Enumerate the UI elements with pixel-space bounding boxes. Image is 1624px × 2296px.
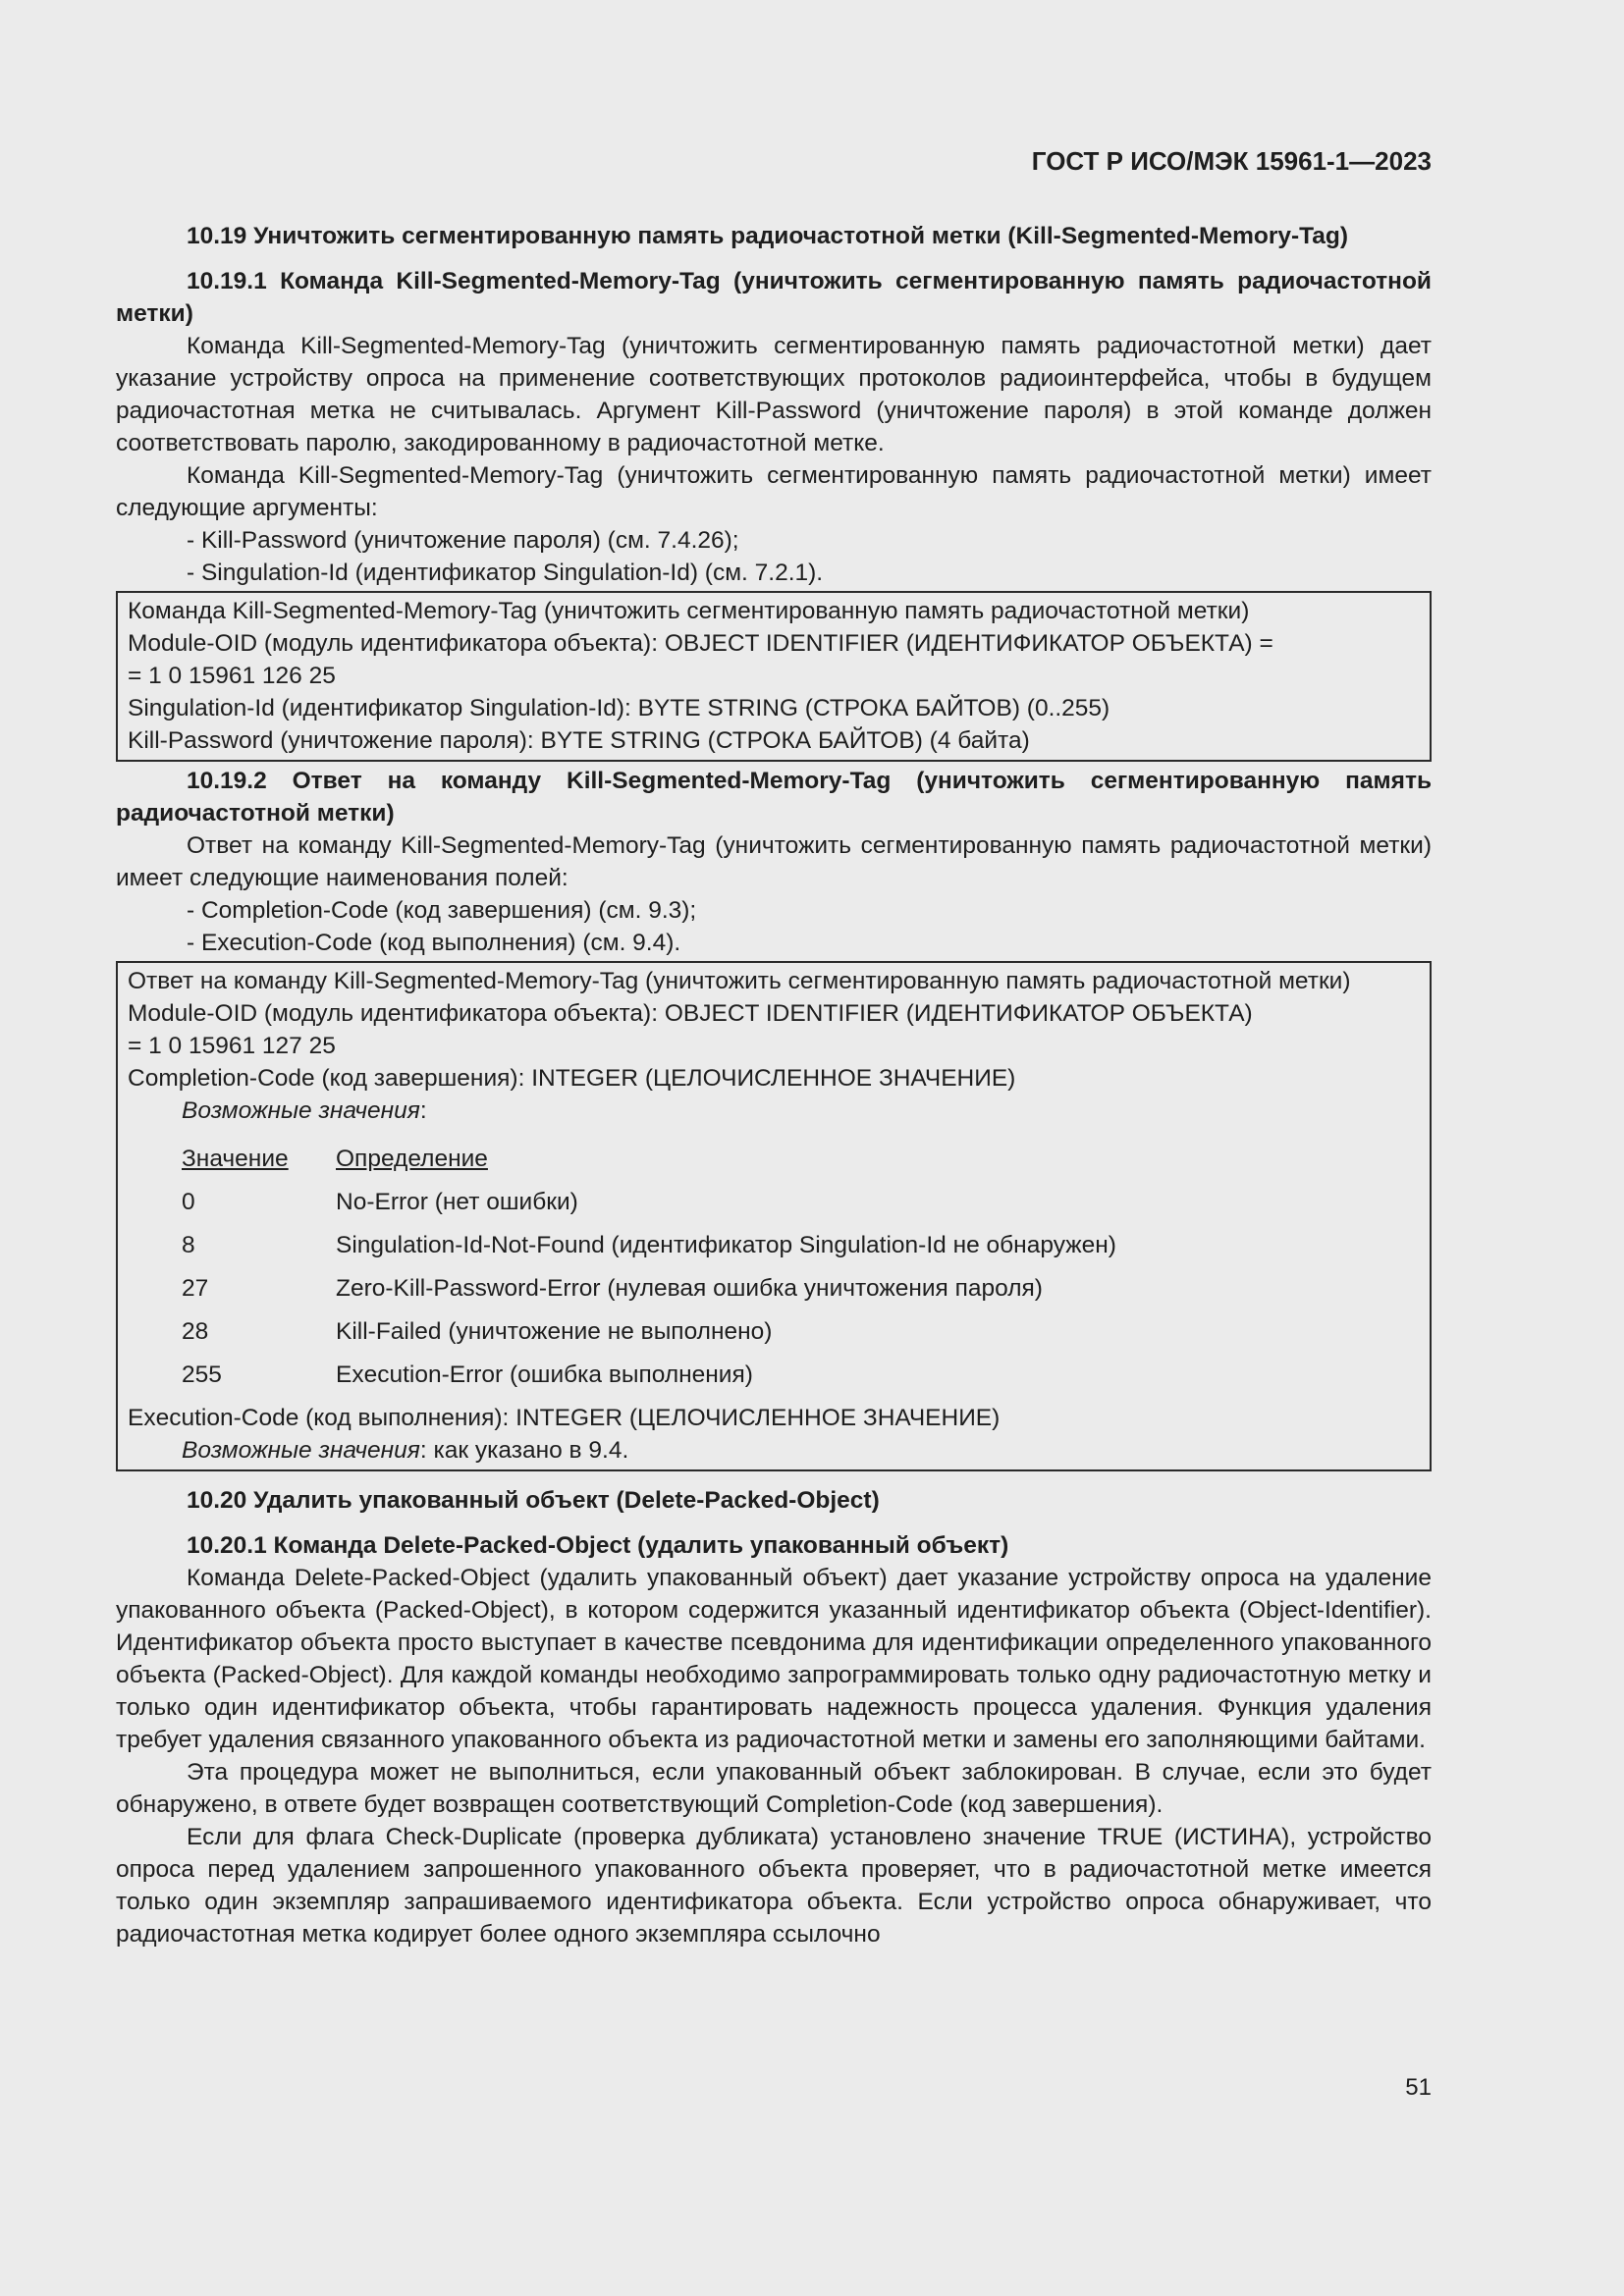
box-line: Module-OID (модуль идентификатора объекта): OBJECT IDENTIFIER (ИДЕНТИФИКАТОР ОБЪЕКТА) = (128, 630, 1273, 657)
section-10-19-2-heading: 10.19.2 Ответ на команду Kill-Segmented-Memory-Tag (уничтожить сегментированную память радиочастотной метки) (116, 768, 1432, 827)
box-line: Completion-Code (код завершения): INTEGER (ЦЕЛОЧИСЛЕННОЕ ЗНАЧЕНИЕ) (128, 1065, 1016, 1092)
possible-values-label: Возможные значения: (182, 1097, 427, 1124)
section-10-19-heading: 10.19 Уничтожить сегментированную память радиочастотной метки (Kill-Segmented-Memory-Tag) (187, 223, 1349, 249)
code-value: 0 (182, 1188, 195, 1215)
paragraph: Ответ на команду Kill-Segmented-Memory-Tag (уничтожить сегментированную память радиочастотной метки) имеет следующие наименования полей: (116, 832, 1432, 891)
code-value: 28 (182, 1317, 209, 1345)
code-definition: No-Error (нет ошибки) (336, 1188, 578, 1215)
table-row (182, 1223, 1116, 1266)
document-body (116, 220, 1432, 1950)
code-definition: Kill-Failed (уничтожение не выполнено) (336, 1317, 773, 1345)
code-value: 8 (182, 1231, 195, 1258)
list-item: - Singulation-Id (идентификатор Singulation-Id) (см. 7.2.1). (187, 560, 824, 586)
response-definition-box (116, 961, 1432, 1471)
section-10-20-heading: 10.20 Удалить упакованный объект (Delete-Packed-Object) (187, 1487, 880, 1514)
code-definition: Singulation-Id-Not-Found (идентификатор Singulation-Id не обнаружен) (336, 1231, 1116, 1258)
list-item: - Kill-Password (уничтожение пароля) (см. 7.4.26); (187, 527, 739, 554)
code-definition: Execution-Error (ошибка выполнения) (336, 1361, 753, 1388)
box-line: Команда Kill-Segmented-Memory-Tag (уничтожить сегментированную память радиочастотной метки) (128, 598, 1250, 624)
box-line: Ответ на команду Kill-Segmented-Memory-Tag (уничтожить сегментированную память радиочастотной метки) (128, 968, 1351, 994)
paragraph: Команда Kill-Segmented-Memory-Tag (уничтожить сегментированную память радиочастотной метки) имеет следующие аргументы: (116, 462, 1432, 521)
page-number: 51 (1405, 2074, 1432, 2101)
page-header-standard: ГОСТ Р ИСО/МЭК 15961-1—2023 (1031, 146, 1432, 176)
paragraph: Если для флага Check-Duplicate (проверка дубликата) установлено значение TRUE (ИСТИНА), устройство опроса перед удалением запрошенного упакованного объекта проверяет, что в радиочастотной метке имеется только один экземпляр запрашиваемого идентификатора объекта. Если устройство опроса обнаруживает, что радиочастотная метка кодирует более одного экземпляра ссылочно (116, 1824, 1432, 1948)
code-definition: Zero-Kill-Password-Error (нулевая ошибка уничтожения пароля) (336, 1274, 1043, 1302)
box-line: Module-OID (модуль идентификатора объекта): OBJECT IDENTIFIER (ИДЕНТИФИКАТОР ОБЪЕКТА) (128, 1000, 1253, 1027)
table-row (182, 1266, 1116, 1309)
completion-code-table (182, 1137, 1116, 1396)
possible-values-note: Возможные значения: как указано в 9.4. (182, 1437, 629, 1464)
table-header-definition: Определение (336, 1145, 488, 1172)
command-definition-box (116, 591, 1432, 762)
table-row (182, 1180, 1116, 1223)
box-line: = 1 0 15961 126 25 (128, 663, 336, 689)
box-line: Execution-Code (код выполнения): INTEGER (ЦЕЛОЧИСЛЕННОЕ ЗНАЧЕНИЕ) (128, 1405, 1001, 1431)
table-row (182, 1353, 1116, 1396)
table-row (182, 1309, 1116, 1353)
table-header-row (182, 1137, 1116, 1180)
section-10-19-1-heading: 10.19.1 Команда Kill-Segmented-Memory-Tag (уничтожить сегментированную память радиочастотной метки) (116, 268, 1432, 327)
table-header-value: Значение (182, 1145, 289, 1172)
code-value: 27 (182, 1274, 209, 1302)
paragraph: Эта процедура может не выполниться, если упакованный объект заблокирован. В случае, если это будет обнаружено, в ответе будет возвращен соответствующий Completion-Code (код завершения). (116, 1759, 1432, 1818)
list-item: - Completion-Code (код завершения) (см. 9.3); (187, 897, 697, 924)
list-item: - Execution-Code (код выполнения) (см. 9.4). (187, 930, 681, 956)
box-line: Singulation-Id (идентификатор Singulation-Id): BYTE STRING (СТРОКА БАЙТОВ) (0..255) (128, 695, 1110, 721)
box-line: Kill-Password (уничтожение пароля): BYTE STRING (СТРОКА БАЙТОВ) (4 байта) (128, 727, 1030, 754)
paragraph: Команда Kill-Segmented-Memory-Tag (уничтожить сегментированную память радиочастотной метки) дает указание устройству опроса на применение соответствующих протоколов радиоинтерфейса, чтобы в будущем радиочастотная метка не считывалась. Аргумент Kill-Password (уничтожение пароля) в этой команде должен соответствовать паролю, закодированному в радиочастотной метке. (116, 333, 1432, 456)
paragraph: Команда Delete-Packed-Object (удалить упакованный объект) дает указание устройству опроса на удаление упакованного объекта (Packed-Object), в котором содержится указанный идентификатор объекта (Object-Identifier). Идентификатор объекта просто выступает в качестве псевдонима для идентификации определенного упакованного объекта (Packed-Object). Для каждой команды необходимо запрограммировать только одну радиочастотную метку и только один идентификатор объекта, чтобы гарантировать надежность процесса удаления. Функция удаления требует удаления связанного упакованного объекта из радиочастотной метки и замены его заполняющими байтами. (116, 1565, 1432, 1753)
code-value: 255 (182, 1361, 222, 1388)
box-line: = 1 0 15961 127 25 (128, 1033, 336, 1059)
section-10-20-1-heading: 10.20.1 Команда Delete-Packed-Object (удалить упакованный объект) (187, 1532, 1009, 1559)
